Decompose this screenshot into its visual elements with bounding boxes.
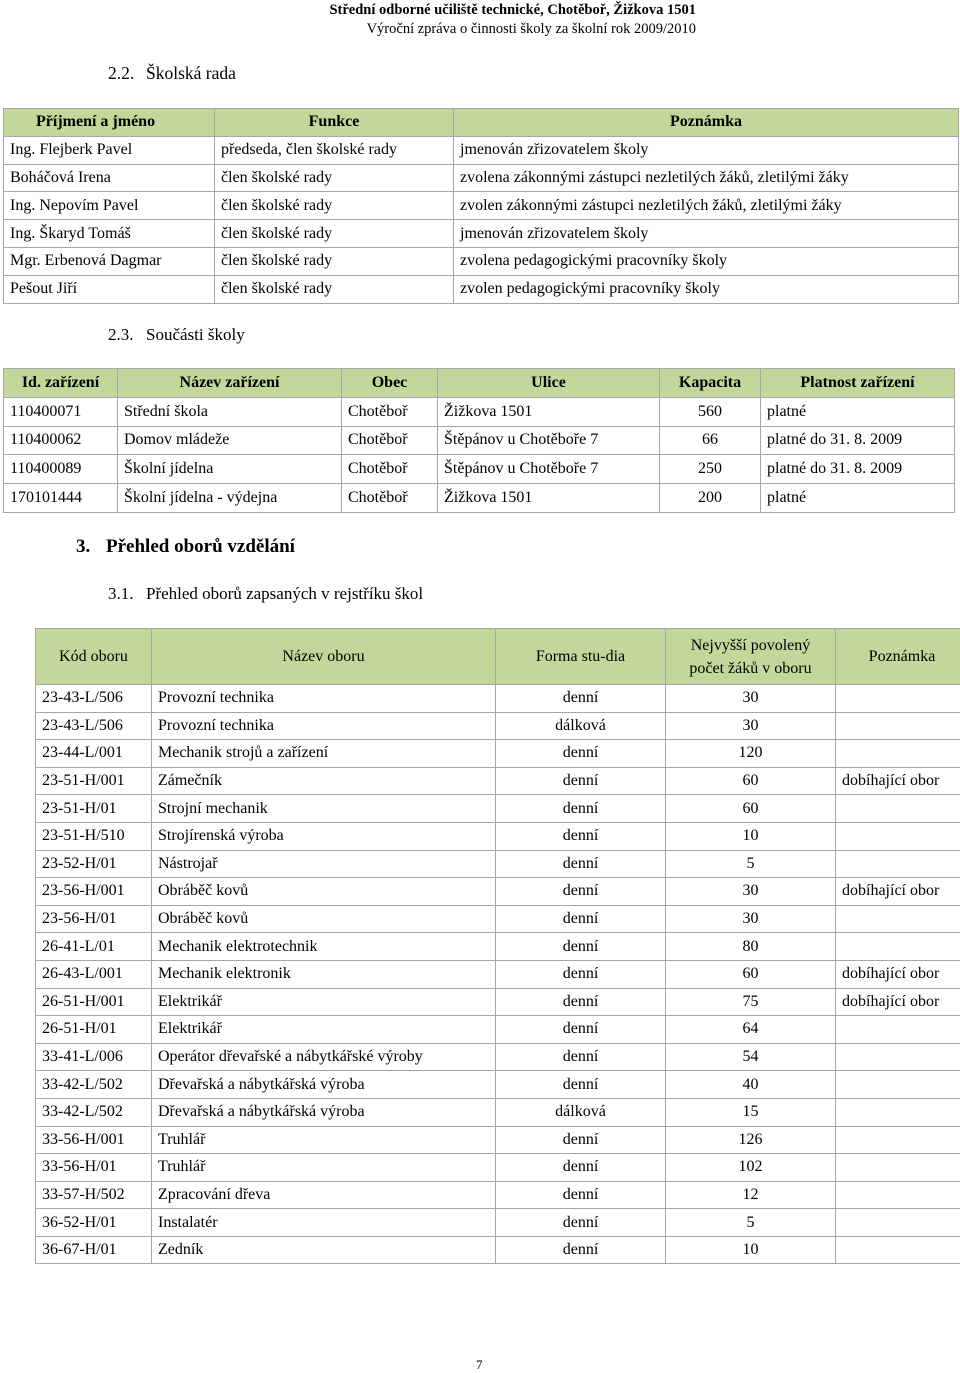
table-row <box>4 247 959 275</box>
table-cell: 15 <box>666 1098 836 1126</box>
table-cell: Elektrikář <box>152 988 496 1016</box>
table-cell <box>836 1181 960 1209</box>
table-cell: 126 <box>666 1126 836 1154</box>
table-cell: 23-43-L/506 <box>36 685 152 713</box>
table-cell: Domov mládeže <box>118 426 342 455</box>
table-cell: Operátor dřevařské a nábytkářské výroby <box>152 1043 496 1071</box>
section-number: 3.1. <box>108 584 146 604</box>
table-cell: 60 <box>666 960 836 988</box>
table-cell: dobíhající obor <box>836 960 960 988</box>
table-cell: platné do 31. 8. 2009 <box>761 455 955 484</box>
table-cell <box>836 740 960 768</box>
table-cell: 110400062 <box>4 426 118 455</box>
table-cell: 30 <box>666 685 836 713</box>
table-cell: zvolena pedagogickými pracovníky školy <box>454 247 959 275</box>
table-cell: Boháčová Irena <box>4 164 215 192</box>
table-cell: denní <box>496 1126 666 1154</box>
table-cell: 102 <box>666 1154 836 1182</box>
study-fields-table <box>35 628 960 1264</box>
table-cell: člen školské rady <box>215 275 454 303</box>
column-header: Nejvyšší povolený počet žáků v oboru <box>666 629 836 685</box>
table-cell: denní <box>496 850 666 878</box>
table-cell: dálková <box>496 712 666 740</box>
table-cell <box>836 1016 960 1044</box>
table-cell: Chotěboř <box>342 397 438 426</box>
column-header: Obec <box>342 369 438 398</box>
table-cell: 560 <box>660 397 761 426</box>
section-heading-3 <box>76 536 295 558</box>
table-cell: Zpracování dřeva <box>152 1181 496 1209</box>
section-title: Školská rada <box>146 63 236 83</box>
table-row <box>36 1098 960 1126</box>
table-cell: 250 <box>660 455 761 484</box>
table-cell: 23-51-H/001 <box>36 767 152 795</box>
table-cell: Zedník <box>152 1236 496 1264</box>
table-cell: platné do 31. 8. 2009 <box>761 426 955 455</box>
table-cell: 23-51-H/01 <box>36 795 152 823</box>
table-row <box>36 685 960 713</box>
table-cell <box>836 1209 960 1237</box>
table-cell <box>836 795 960 823</box>
table-row <box>36 850 960 878</box>
table-cell: zvolen zákonnými zástupci nezletilých žáků, zletilými žáky <box>454 192 959 220</box>
table-cell <box>836 1098 960 1126</box>
school-parts-table <box>3 368 955 513</box>
table-cell <box>836 933 960 961</box>
section-heading-2-3 <box>108 325 245 345</box>
table-row <box>36 988 960 1016</box>
table-cell: 33-56-H/01 <box>36 1154 152 1182</box>
table-cell: 54 <box>666 1043 836 1071</box>
table-row <box>36 1236 960 1264</box>
table-cell: zvolen pedagogickými pracovníky školy <box>454 275 959 303</box>
table-cell: Štěpánov u Chotěboře 7 <box>438 455 660 484</box>
table-cell <box>836 712 960 740</box>
table-cell: 12 <box>666 1181 836 1209</box>
table-cell: 23-43-L/506 <box>36 712 152 740</box>
table-cell: Chotěboř <box>342 484 438 513</box>
table-row <box>4 426 955 455</box>
table-cell: předseda, člen školské rady <box>215 136 454 164</box>
table-cell: Obráběč kovů <box>152 878 496 906</box>
table-cell <box>836 850 960 878</box>
table-row <box>36 905 960 933</box>
table-cell: Provozní technika <box>152 685 496 713</box>
table-cell: denní <box>496 1016 666 1044</box>
table-cell: Obráběč kovů <box>152 905 496 933</box>
table-cell: platné <box>761 484 955 513</box>
column-header: Poznámka <box>836 629 960 685</box>
table-cell: 26-51-H/001 <box>36 988 152 1016</box>
table-cell: denní <box>496 740 666 768</box>
table-cell: 120 <box>666 740 836 768</box>
table-cell: člen školské rady <box>215 247 454 275</box>
table-row <box>36 960 960 988</box>
table-cell: Truhlář <box>152 1126 496 1154</box>
table-row <box>4 455 955 484</box>
table-cell: Školní jídelna - výdejna <box>118 484 342 513</box>
table-cell: 26-51-H/01 <box>36 1016 152 1044</box>
table-cell: Ing. Flejberk Pavel <box>4 136 215 164</box>
table-cell: Střední škola <box>118 397 342 426</box>
table-cell: zvolena zákonnými zástupci nezletilých žáků, zletilými žáky <box>454 164 959 192</box>
column-header: Forma stu-dia <box>496 629 666 685</box>
table-row <box>4 136 959 164</box>
section-title: Přehled oborů zapsaných v rejstříku škol <box>146 584 423 603</box>
table-row <box>36 1016 960 1044</box>
table-cell: 64 <box>666 1016 836 1044</box>
section-heading-3-1 <box>108 584 423 604</box>
table-cell: 36-67-H/01 <box>36 1236 152 1264</box>
table-cell: Mechanik elektrotechnik <box>152 933 496 961</box>
table-cell: denní <box>496 988 666 1016</box>
table-cell: člen školské rady <box>215 220 454 248</box>
table-cell <box>836 822 960 850</box>
table-cell: dobíhající obor <box>836 988 960 1016</box>
table-cell: 170101444 <box>4 484 118 513</box>
column-header: Příjmení a jméno <box>4 109 215 137</box>
table-cell: denní <box>496 1043 666 1071</box>
table-cell: 23-52-H/01 <box>36 850 152 878</box>
table-cell <box>836 1043 960 1071</box>
table-cell: 5 <box>666 1209 836 1237</box>
table-row <box>4 220 959 248</box>
table-row <box>36 933 960 961</box>
table-cell: Ing. Nepovím Pavel <box>4 192 215 220</box>
table-cell: 30 <box>666 878 836 906</box>
table-cell: dobíhající obor <box>836 767 960 795</box>
table-cell: 40 <box>666 1071 836 1099</box>
table-cell: denní <box>496 1181 666 1209</box>
table-cell: 33-57-H/502 <box>36 1181 152 1209</box>
table-cell: člen školské rady <box>215 192 454 220</box>
table-cell: Pešout Jiří <box>4 275 215 303</box>
table-cell: dobíhající obor <box>836 878 960 906</box>
section-heading-2-2 <box>108 63 236 84</box>
section-title: Přehled oborů vzdělání <box>106 536 295 557</box>
document-header-title: Střední odborné učiliště technické, Chotěboř, Žižkova 1501 <box>329 2 696 19</box>
table-cell: 36-52-H/01 <box>36 1209 152 1237</box>
table-cell: Mechanik elektronik <box>152 960 496 988</box>
table-row <box>36 1154 960 1182</box>
table-cell: Elektrikář <box>152 1016 496 1044</box>
table-cell: 200 <box>660 484 761 513</box>
table-cell: 33-56-H/001 <box>36 1126 152 1154</box>
column-header: Platnost zařízení <box>761 369 955 398</box>
table-cell: 33-42-L/502 <box>36 1071 152 1099</box>
table-cell: 30 <box>666 712 836 740</box>
table-cell: Štěpánov u Chotěboře 7 <box>438 426 660 455</box>
table-cell <box>836 685 960 713</box>
table-cell: denní <box>496 767 666 795</box>
section-number: 3. <box>76 536 106 558</box>
table-row <box>4 275 959 303</box>
table-cell: Chotěboř <box>342 455 438 484</box>
column-header: Id. zařízení <box>4 369 118 398</box>
table-cell: 66 <box>660 426 761 455</box>
table-cell: 23-56-H/001 <box>36 878 152 906</box>
column-header: Funkce <box>215 109 454 137</box>
column-header: Ulice <box>438 369 660 398</box>
table-cell <box>836 1071 960 1099</box>
table-cell: Nástrojař <box>152 850 496 878</box>
table-cell <box>836 1236 960 1264</box>
section-number: 2.3. <box>108 325 146 345</box>
table-cell: 26-43-L/001 <box>36 960 152 988</box>
page-number: 7 <box>476 1357 483 1373</box>
table-cell: denní <box>496 933 666 961</box>
table-cell: Žižkova 1501 <box>438 484 660 513</box>
table-cell: 5 <box>666 850 836 878</box>
table-cell: platné <box>761 397 955 426</box>
table-row <box>36 795 960 823</box>
table-cell: 33-42-L/502 <box>36 1098 152 1126</box>
section-title: Součásti školy <box>146 325 245 344</box>
table-row <box>36 712 960 740</box>
table-row <box>36 1181 960 1209</box>
table-row <box>36 822 960 850</box>
table-cell: Instalatér <box>152 1209 496 1237</box>
table-cell: 60 <box>666 767 836 795</box>
table-cell: denní <box>496 905 666 933</box>
table-cell: denní <box>496 1154 666 1182</box>
table-cell: denní <box>496 1236 666 1264</box>
table-cell: denní <box>496 822 666 850</box>
table-cell: 110400089 <box>4 455 118 484</box>
table-cell: denní <box>496 1071 666 1099</box>
column-header: Název oboru <box>152 629 496 685</box>
table-cell: 23-56-H/01 <box>36 905 152 933</box>
table-cell: denní <box>496 795 666 823</box>
table-cell: Žižkova 1501 <box>438 397 660 426</box>
table-cell: 23-51-H/510 <box>36 822 152 850</box>
table-row <box>4 192 959 220</box>
table-cell: 26-41-L/01 <box>36 933 152 961</box>
table-cell: Chotěboř <box>342 426 438 455</box>
table-cell: 60 <box>666 795 836 823</box>
table-cell: 10 <box>666 1236 836 1264</box>
table-cell: 10 <box>666 822 836 850</box>
column-header: Název zařízení <box>118 369 342 398</box>
document-header-subtitle: Výroční zpráva o činnosti školy za školní rok 2009/2010 <box>367 21 696 38</box>
table-cell: denní <box>496 685 666 713</box>
table-row <box>36 1043 960 1071</box>
table-cell: 33-41-L/006 <box>36 1043 152 1071</box>
table-cell: Provozní technika <box>152 712 496 740</box>
table-cell: Strojní mechanik <box>152 795 496 823</box>
table-row <box>4 164 959 192</box>
column-header: Poznámka <box>454 109 959 137</box>
table-cell: denní <box>496 1209 666 1237</box>
table-cell <box>836 1154 960 1182</box>
table-row <box>36 878 960 906</box>
table-cell: 110400071 <box>4 397 118 426</box>
table-cell: Školní jídelna <box>118 455 342 484</box>
table-cell: Strojírenská výroba <box>152 822 496 850</box>
table-cell: člen školské rady <box>215 164 454 192</box>
table-cell: Dřevařská a nábytkářská výroba <box>152 1071 496 1099</box>
table-row <box>4 397 955 426</box>
table-cell: denní <box>496 878 666 906</box>
table-cell: Mgr. Erbenová Dagmar <box>4 247 215 275</box>
table-cell: Dřevařská a nábytkářská výroba <box>152 1098 496 1126</box>
table-row <box>36 1209 960 1237</box>
table-cell: 75 <box>666 988 836 1016</box>
table-cell <box>836 1126 960 1154</box>
table-cell: Ing. Škaryd Tomáš <box>4 220 215 248</box>
table-cell: 80 <box>666 933 836 961</box>
table-row <box>36 1126 960 1154</box>
column-header: Kód oboru <box>36 629 152 685</box>
table-cell: Zámečník <box>152 767 496 795</box>
table-cell: Mechanik strojů a zařízení <box>152 740 496 768</box>
section-number: 2.2. <box>108 63 146 84</box>
table-cell: dálková <box>496 1098 666 1126</box>
table-cell: Truhlář <box>152 1154 496 1182</box>
table-row <box>36 767 960 795</box>
table-cell: jmenován zřizovatelem školy <box>454 220 959 248</box>
table-row <box>36 1071 960 1099</box>
column-header: Kapacita <box>660 369 761 398</box>
table-cell <box>836 905 960 933</box>
table-row <box>36 740 960 768</box>
table-cell: 30 <box>666 905 836 933</box>
table-cell: 23-44-L/001 <box>36 740 152 768</box>
table-cell: jmenován zřizovatelem školy <box>454 136 959 164</box>
table-row <box>4 484 955 513</box>
table-cell: denní <box>496 960 666 988</box>
school-board-table <box>3 108 959 304</box>
